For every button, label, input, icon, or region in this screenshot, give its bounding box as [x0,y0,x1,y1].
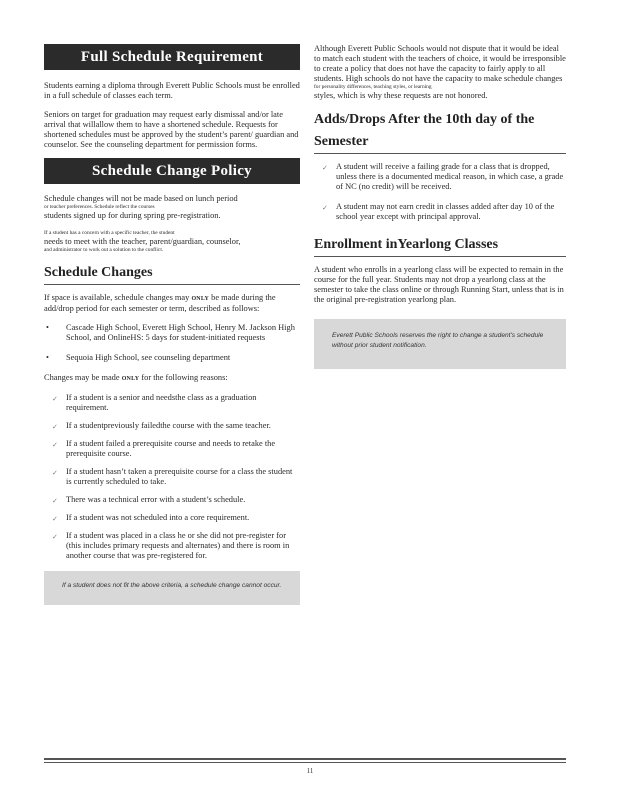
bullet-text: Sequoia High School, see counseling department [66,353,231,362]
list-item [44,513,300,523]
change-policy-line-1: Schedule changes will not be made based on lunch period [44,194,238,203]
full-schedule-paragraph-1: Students earning a diploma through Everett Public Schools must be enrolled in a full schedule of classes each term. [44,81,300,100]
change-policy-line-4: If a student has a concern with a specific teacher, the student [44,230,175,236]
list-item [314,202,566,222]
check-icon: ✓ [52,441,58,449]
yearlong-heading: Enrollment inYearlong Classes [314,234,566,257]
only-emphasis-2: ONLY [121,376,140,382]
capacity-small-line: for personality differences, teaching styles, or learning [314,84,432,90]
check-icon: ✓ [52,533,58,541]
check-icon: ✓ [52,395,58,403]
reason-text: If a student is a senior and needsthe class as a graduation requirement. [66,393,257,412]
change-policy-line-6: and administrator to work out a solution to the conflict. [44,247,164,253]
list-item [44,323,300,343]
reasons-intro [44,373,300,384]
full-schedule-heading: Full Schedule Requirement [44,44,300,70]
list-item [44,531,300,561]
reasons-text-a: Changes may be made [44,373,120,382]
schedule-changes-heading: Schedule Changes [44,262,300,285]
footer-line-thick [44,758,566,760]
change-policy-line-2: or teacher preferences. Schedule reflect the courses [44,204,155,210]
reasons-text-b: for the following reasons: [141,373,228,382]
capacity-paragraph: Although Everett Public Schools would not dispute that it would be ideal to match each student with the teachers of choice, it would be irresponsible to create a policy that does not have the capacity to fairly apply to all students. High schools do not have the capacity to make schedule changes [314,44,566,83]
footer-rule [44,758,566,763]
adds-drops-heading: Adds/Drops After the 10th day of the Semester [314,109,566,154]
change-policy-heading: Schedule Change Policy [44,158,300,184]
adds-drops-text: A student will receive a failing grade for a class that is dropped, unless there is a documented medical reason, in which case, a grade of NC (no credit) will be received. [336,162,564,191]
schedule-criteria-note: If a student does not fit the above criteria, a schedule change cannot occur. [44,571,300,605]
check-icon: ✓ [52,515,58,523]
schedule-changes-intro [44,293,300,314]
yearlong-paragraph: A student who enrolls in a yearlong class will be expected to remain in the course for the full year. Students may not drop a yearlong class at the semester to take the class online or through Running Start, unless that is in the original pre-registration yearlong plan. [314,265,564,304]
list-item [44,495,300,505]
change-policy-line-5: needs to meet with the teacher, parent/guardian, counselor, [44,237,241,246]
capacity-last-line: styles, which is why these requests are not honored. [314,91,488,100]
check-icon: ✓ [322,204,328,212]
reason-text: If a student hasn’t taken a prerequisite course for a class the student is currently scheduled to take. [66,467,293,486]
bullet-icon: • [46,353,49,362]
rights-note: Everett Public Schools reserves the right to change a student's schedule without prior student notification. [314,319,566,369]
check-icon: ✓ [52,423,58,431]
full-schedule-paragraph-2: Seniors on target for graduation may request early dismissal and/or late arrival that willallow them to have a shortened schedule. Requests for shortened schedules must be approved by the student’s parent/ guardian and counselor. See the counseling department for permission forms. [44,110,299,149]
intro-text-b: be made during the add/drop period for each semester or term, described as follows: [44,293,276,313]
change-policy-line-3: students signed up for during spring pre-registration. [44,211,221,220]
adds-drops-text: A student may not earn credit in classes added after day 10 of the school year except with principal approval. [336,202,555,221]
check-icon: ✓ [52,497,58,505]
list-item [314,162,566,192]
only-emphasis-1: ONLY [191,296,210,302]
reason-text: There was a technical error with a student’s schedule. [66,495,246,504]
bullet-icon: • [46,323,49,332]
list-item [44,439,300,459]
reason-text: If a studentpreviously failedthe course with the same teacher. [66,421,271,430]
right-column [314,44,566,369]
reason-text: If a student failed a prerequisite course and needs to retake the prerequisite course. [66,439,276,458]
reason-text: If a student was not scheduled into a core requirement. [66,513,250,522]
list-item [44,421,300,431]
list-item [44,467,300,487]
list-item [44,353,300,363]
list-item [44,393,300,413]
intro-text-a: If space is available, schedule changes may [44,293,190,302]
check-icon: ✓ [52,469,58,477]
left-column [44,44,300,605]
reason-text: If a student was placed in a class he or she did not pre-register for (this includes primary requests and alternates) and there is room in another course that was pre-registered for. [66,531,290,560]
bullet-text: Cascade High School, Everett High School, Henry M. Jackson High School, and OnlineHS: 5 days for student-initiated requests [66,323,295,342]
footer-line-thin [44,762,566,763]
check-icon: ✓ [322,164,328,172]
page-number: 11 [306,767,314,775]
